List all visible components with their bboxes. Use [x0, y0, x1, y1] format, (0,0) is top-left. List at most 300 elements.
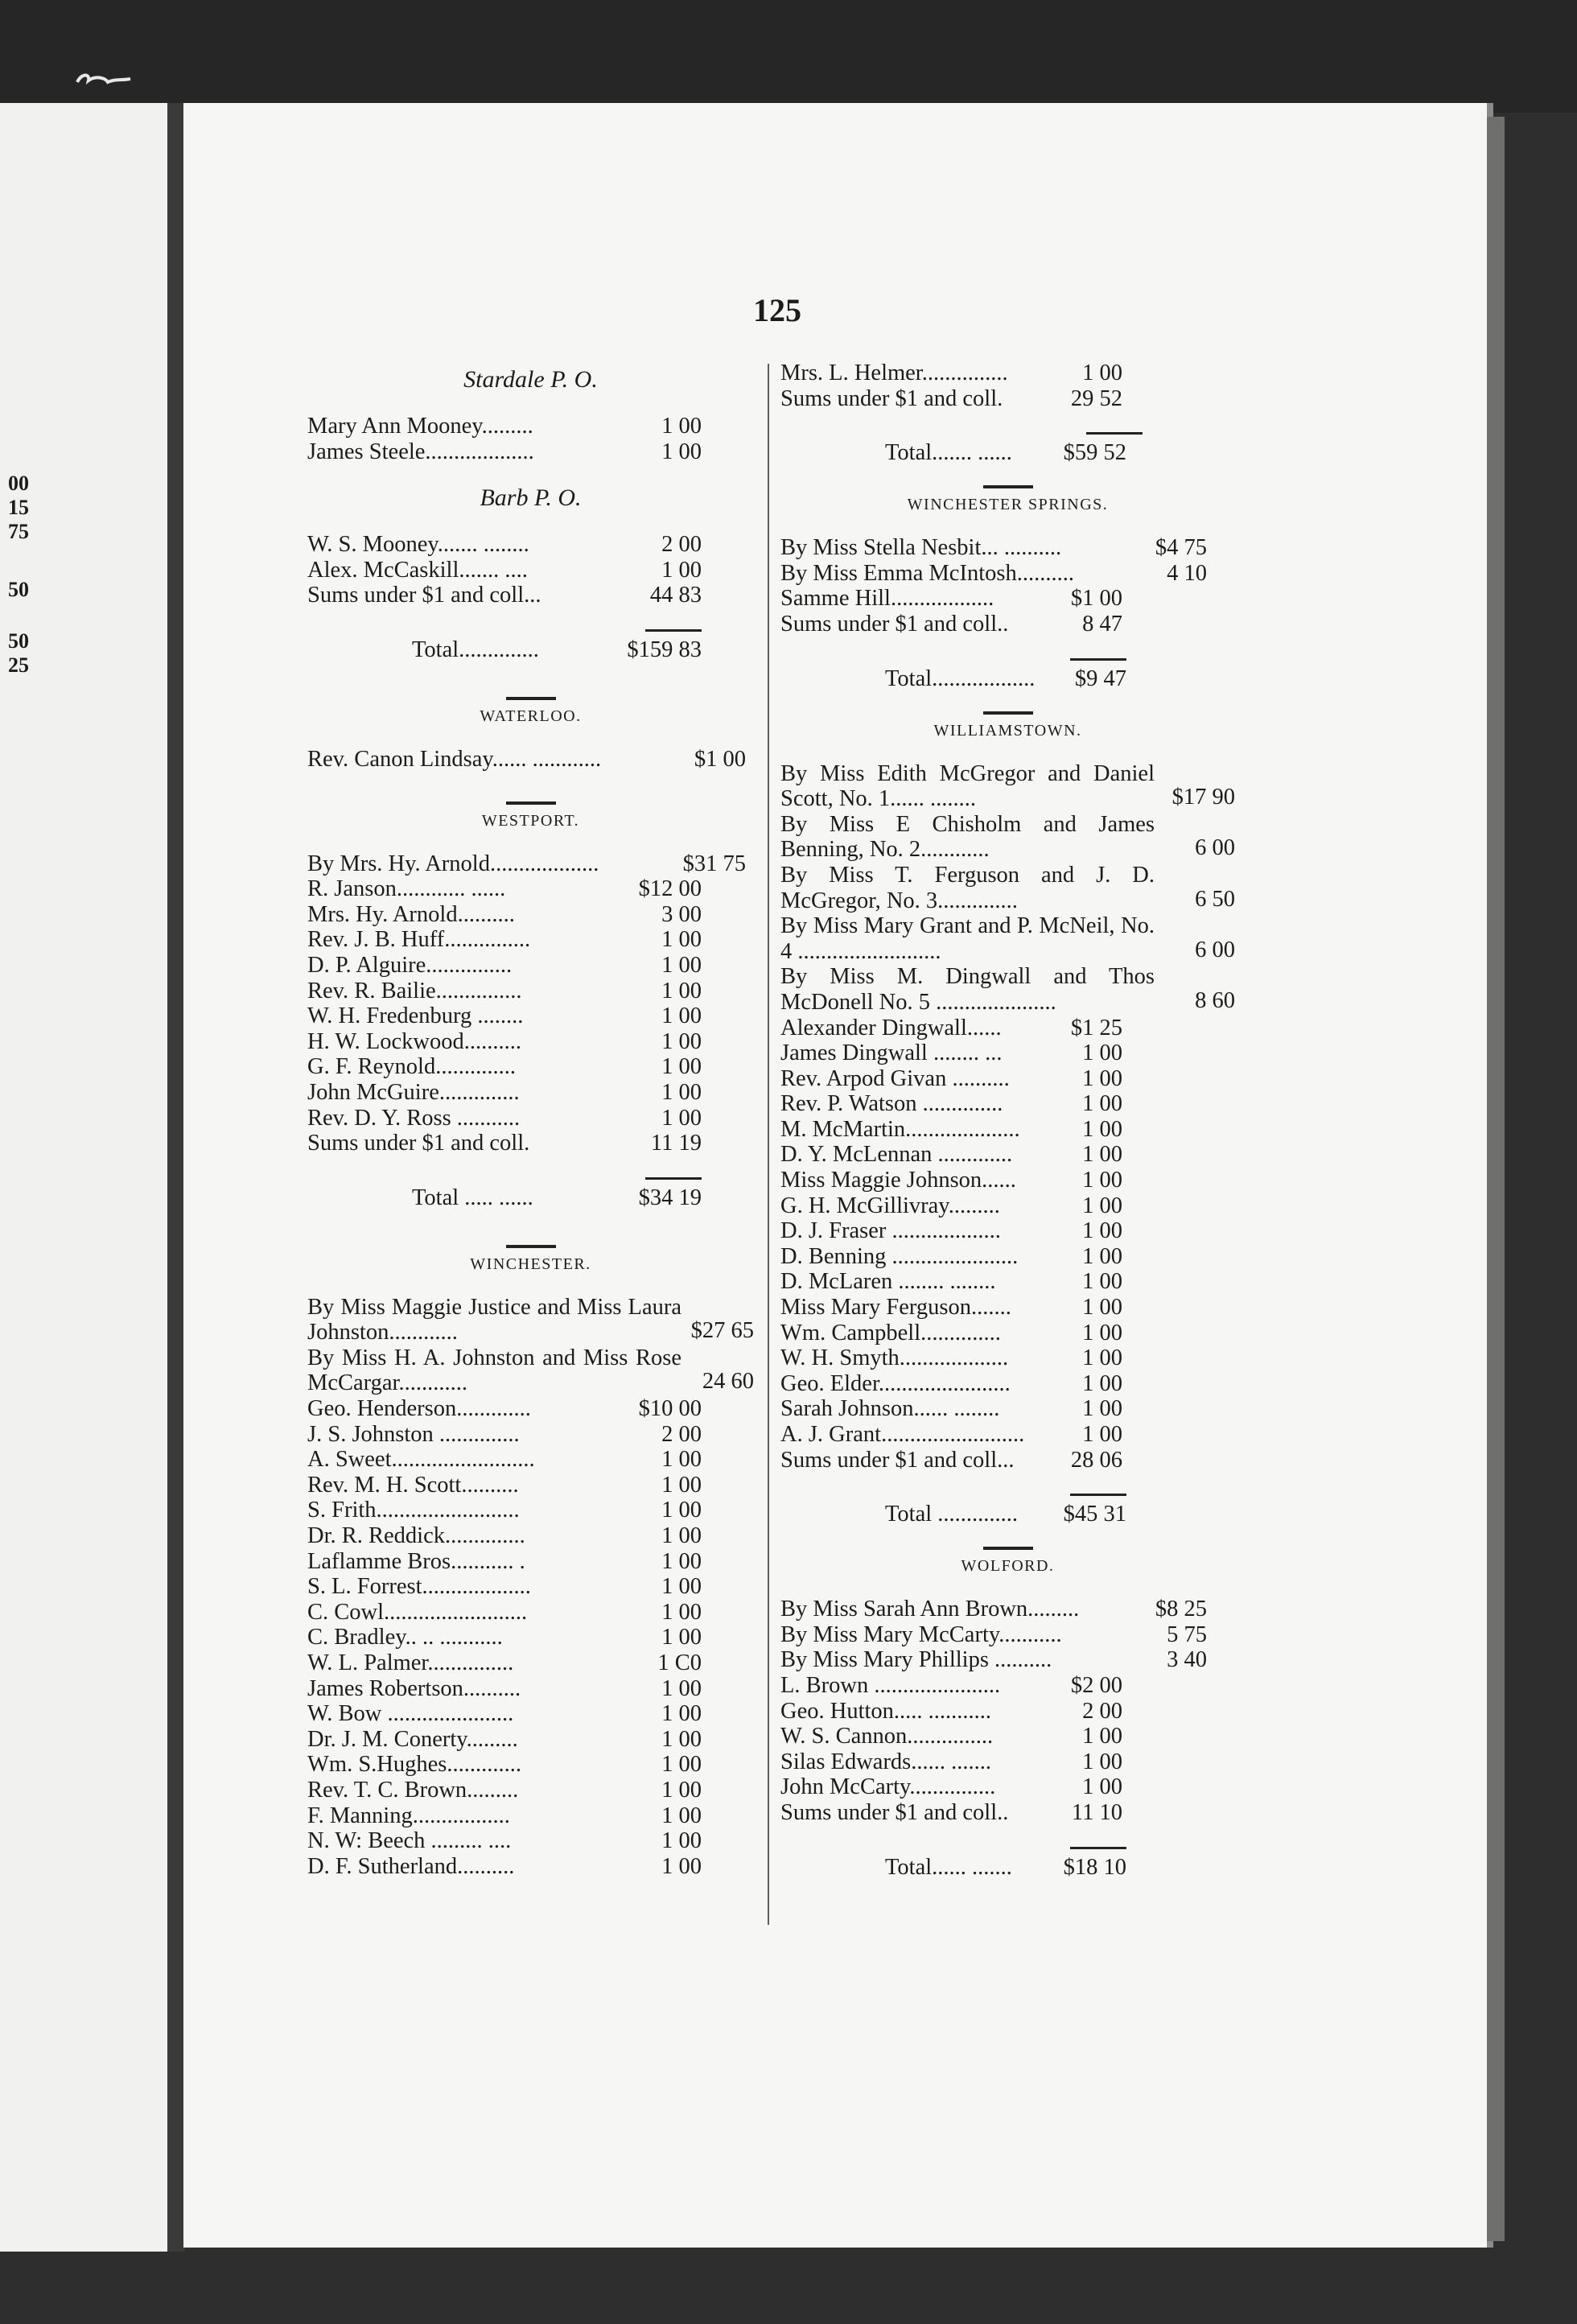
ledger-entry	[307, 953, 754, 979]
spacer	[307, 682, 754, 697]
ledger-entry	[307, 851, 754, 877]
ledger-entry	[780, 1800, 1235, 1826]
entry-name: By Miss Stella Nesbit... ..........	[780, 535, 1062, 561]
ledger-entry	[307, 1600, 754, 1626]
ledger-entry	[307, 1549, 754, 1575]
entry-amount: 6 00	[1195, 937, 1235, 962]
total-label: Total...... .......	[885, 1854, 1012, 1880]
total-label: Total ..............	[885, 1502, 1019, 1527]
section-heading: WINCHESTER.	[470, 1255, 591, 1273]
entry-amount: 1 00	[1082, 1116, 1122, 1142]
entry-amount: 1 00	[661, 927, 702, 953]
entry-amount: 1 00	[661, 1028, 702, 1054]
ledger-entry	[307, 1803, 754, 1829]
entry-name: By Miss Mary McCarty...........	[780, 1621, 1062, 1647]
spacer	[307, 732, 754, 747]
ledger-entry	[780, 1269, 1235, 1295]
entry-name: Dr. R. Reddick..............	[307, 1523, 525, 1549]
entry-name: W. S. Cannon...............	[780, 1724, 994, 1749]
ledger-entry	[780, 612, 1235, 637]
book-binding	[167, 103, 185, 2252]
entry-amount: $31 75	[682, 851, 746, 876]
entry-amount: 1 00	[661, 1523, 702, 1549]
entry-name: W. L. Palmer...............	[307, 1650, 514, 1675]
entry-name: Samme Hill..................	[780, 586, 994, 612]
ledger-entry	[307, 1080, 754, 1106]
entry-name: Wm. Campbell..............	[780, 1320, 1001, 1345]
spacer	[307, 773, 754, 787]
entry-name: John McGuire..............	[307, 1079, 520, 1105]
spacer	[780, 521, 1235, 535]
ledger-entry	[780, 1117, 1235, 1143]
entry-name: Mrs. Hy. Arnold..........	[307, 901, 515, 927]
entry-name: D. Benning ......................	[780, 1243, 1019, 1269]
ledger-entry	[780, 1699, 1235, 1724]
section-total	[780, 1850, 1235, 1885]
entry-amount: 3 40	[1167, 1647, 1207, 1673]
entry-name: Silas Edwards...... .......	[780, 1749, 992, 1774]
entry-amount: 1 00	[661, 1675, 702, 1701]
entry-amount: 1 00	[1082, 1243, 1122, 1269]
ledger-entry	[307, 1727, 754, 1753]
ledger-entry	[780, 1597, 1235, 1622]
entry-name: Rev. T. C. Brown.........	[307, 1777, 519, 1803]
ledger-entry	[307, 876, 754, 902]
entry-name: By Miss M. Dingwall and Thos McDonell No. 5 .....................	[780, 964, 1155, 1015]
ledger-entry	[307, 927, 754, 953]
facing-amount: 75	[8, 520, 29, 543]
entry-name: G. F. Reynold..............	[307, 1054, 516, 1080]
spacer	[307, 1216, 754, 1230]
facing-amount: 50	[8, 578, 29, 601]
facing-amount: 00	[8, 472, 29, 495]
column-divider	[768, 364, 769, 1925]
entry-name: Alex. McCaskill....... ....	[307, 557, 528, 583]
total-rule	[1070, 1494, 1126, 1496]
entry-name: James Steele...................	[307, 439, 534, 464]
ledger-entry	[307, 1396, 754, 1422]
entry-name: Sums under $1 and coll..	[780, 1799, 1009, 1825]
entry-name: D. J. Fraser ...................	[780, 1218, 1001, 1244]
ledger-entry	[780, 812, 1235, 863]
spacer	[307, 668, 754, 682]
ledger-entry	[780, 1724, 1235, 1749]
entry-name: S. Frith.........................	[307, 1498, 520, 1523]
entry-amount: 1 00	[1082, 1142, 1122, 1168]
section-heading: WATERLOO.	[480, 707, 582, 725]
ledger-entry	[307, 1345, 754, 1396]
entry-name: Rev. M. H. Scott..........	[307, 1472, 519, 1498]
entry-name: D. McLaren ........ ........	[780, 1269, 996, 1295]
section-heading: Barb P. O.	[480, 484, 582, 512]
entry-amount: $2 00	[1070, 1672, 1122, 1698]
ledger-entry	[780, 386, 1235, 412]
spacer	[780, 1532, 1235, 1547]
entry-name: James Robertson..........	[307, 1675, 521, 1701]
entry-amount: 1 00	[1082, 1295, 1122, 1321]
ledger-entry	[307, 979, 754, 1004]
ledger-entry	[307, 558, 754, 583]
spacer	[307, 1879, 754, 1893]
entry-amount: 1 00	[661, 1498, 702, 1523]
entry-name: M. McMartin....................	[780, 1116, 1020, 1142]
ledger-entry	[780, 1448, 1235, 1473]
entry-name: Rev. R. Bailie...............	[307, 978, 522, 1003]
ledger-entry	[780, 761, 1235, 812]
entry-amount: 1 00	[661, 1625, 702, 1650]
entry-amount: 1 00	[1082, 1320, 1122, 1345]
entry-amount: 24 60	[702, 1369, 754, 1395]
ledger-entry	[780, 1016, 1235, 1041]
entry-amount: $27 65	[690, 1318, 754, 1344]
ledger-entry	[780, 1749, 1235, 1775]
entry-amount: $8 25	[1155, 1597, 1207, 1622]
entry-name: Mrs. L. Helmer...............	[780, 361, 1008, 385]
entry-name: Geo. Elder.......................	[780, 1370, 1011, 1396]
entry-amount: $17 90	[1171, 785, 1235, 810]
ledger-entry	[307, 1498, 754, 1523]
entry-name: Wm. S.Hughes.............	[307, 1752, 521, 1778]
facing-amount: 25	[8, 653, 29, 677]
entry-amount: 5 75	[1167, 1621, 1207, 1647]
ledger-entry	[780, 1673, 1235, 1699]
entry-name: A. J. Grant.........................	[780, 1422, 1025, 1447]
entry-amount: 1 00	[661, 1803, 702, 1828]
entry-amount: $10 00	[638, 1396, 702, 1422]
section-total	[780, 1497, 1235, 1532]
spacer	[780, 637, 1235, 661]
spacer	[780, 1826, 1235, 1850]
total-amount: $45 31	[1063, 1502, 1126, 1527]
ledger-entry	[780, 561, 1235, 587]
total-label: Total....... ......	[885, 440, 1012, 466]
entry-amount: 1 00	[1082, 1396, 1122, 1422]
ledger-entry	[307, 1029, 754, 1055]
total-amount: $59 52	[1063, 440, 1126, 466]
entry-name: Rev. Canon Lindsay...... ............	[307, 746, 602, 772]
ledger-entry	[780, 1422, 1235, 1448]
ledger-entry	[780, 964, 1235, 1015]
ledger-entry	[307, 1778, 754, 1803]
entry-amount: 1 00	[1082, 1774, 1122, 1800]
ledger-entry	[307, 439, 754, 465]
section-total	[307, 633, 754, 668]
ledger-entry	[780, 1091, 1235, 1117]
entry-amount: 2 00	[1082, 1698, 1122, 1724]
ledger-entry	[307, 1650, 754, 1676]
entry-name: F. Manning.................	[307, 1803, 510, 1828]
entry-amount: 1 00	[1082, 1218, 1122, 1244]
ledger-entry	[307, 1828, 754, 1854]
entry-name: Rev. P. Watson ..............	[780, 1091, 1003, 1117]
section-total	[780, 435, 1235, 471]
entry-name: A. Sweet.........................	[307, 1447, 535, 1473]
entry-amount: 1 00	[661, 1752, 702, 1778]
entry-amount: 1 00	[1082, 1065, 1122, 1091]
ledger-entry	[307, 1625, 754, 1650]
entry-name: Mary Ann Mooney.........	[307, 414, 533, 439]
entry-amount: 1 00	[661, 1726, 702, 1752]
ledger-entry	[780, 1218, 1235, 1244]
entry-name: C. Bradley.. .. ...........	[307, 1625, 503, 1650]
entry-amount: 4 10	[1167, 560, 1207, 586]
entry-amount: $1 00	[694, 746, 746, 772]
entry-name: Geo. Henderson.............	[307, 1396, 531, 1422]
total-amount: $18 10	[1063, 1854, 1126, 1880]
section-total	[307, 1181, 754, 1216]
entry-name: Rev. Arpod Givan ..........	[780, 1065, 1010, 1091]
spacer	[780, 747, 1235, 761]
entry-amount: 6 00	[1195, 835, 1235, 861]
facing-amount: 15	[8, 496, 29, 519]
entry-amount: 1 00	[661, 1777, 702, 1803]
entry-amount: 11 19	[650, 1131, 702, 1156]
ledger-entry	[307, 1701, 754, 1727]
total-amount: $9 47	[1074, 665, 1126, 691]
entry-amount: 1 00	[661, 439, 702, 464]
facing-amount: 50	[8, 629, 29, 653]
entry-amount: 1 00	[1082, 1724, 1122, 1749]
total-rule	[1070, 1847, 1126, 1849]
ledger-entry	[780, 863, 1235, 913]
ledger-entry	[307, 1854, 754, 1880]
entry-amount: 1 00	[661, 1003, 702, 1029]
total-label: Total..................	[885, 665, 1036, 691]
entry-amount: 1 00	[661, 1105, 702, 1131]
entry-name: W. Bow ......................	[307, 1701, 514, 1727]
entry-name: James Dingwall ........ ...	[780, 1040, 1003, 1066]
page-number: 125	[753, 292, 801, 328]
spacer	[307, 787, 754, 801]
entry-amount: 1 00	[661, 1828, 702, 1854]
left-column	[307, 361, 754, 1893]
section-heading: WILLIAMSTOWN.	[933, 721, 1082, 740]
ledger-entry	[307, 1131, 754, 1156]
entry-name: By Miss Maggie Justice and Miss Laura Johnston............	[307, 1294, 681, 1345]
ledger-entry	[307, 902, 754, 928]
entry-name: By Miss T. Ferguson and J. D. McGregor, No. 3..............	[780, 862, 1155, 913]
ledger-entry	[307, 1106, 754, 1131]
entry-amount: 1 00	[661, 1574, 702, 1600]
entry-name: Sums under $1 and coll.	[307, 1131, 530, 1156]
total-rule	[645, 1177, 702, 1180]
spacer	[307, 517, 754, 532]
ledger-entry	[307, 1473, 754, 1498]
ledger-entry	[780, 535, 1235, 561]
entry-amount: 1 00	[1082, 1193, 1122, 1218]
entry-name: Geo. Hutton..... ...........	[780, 1698, 992, 1724]
spacer	[307, 1280, 754, 1295]
entry-amount: 1 00	[661, 1701, 702, 1727]
entry-amount: 1 00	[661, 1472, 702, 1498]
spacer	[307, 399, 754, 414]
entry-name: Sums under $1 and coll...	[307, 583, 541, 608]
section-heading: WOLFORD.	[961, 1557, 1055, 1576]
entry-amount: 28 06	[1070, 1447, 1122, 1473]
entry-amount: 44 83	[649, 583, 702, 608]
entry-amount: 1 C0	[657, 1650, 702, 1675]
ledger-entry	[307, 1054, 754, 1080]
pen-mark	[72, 68, 137, 90]
ledger-entry	[307, 1752, 754, 1778]
entry-name: W. H. Smyth...................	[780, 1345, 1009, 1371]
total-amount: $159 83	[627, 637, 702, 662]
ledger-entry	[780, 1622, 1235, 1648]
entry-amount: 1 00	[661, 952, 702, 978]
entry-amount: $4 75	[1155, 535, 1207, 561]
entry-amount: 1 00	[661, 1853, 702, 1879]
entry-name: By Miss Sarah Ann Brown.........	[780, 1597, 1080, 1622]
ledger-entry	[780, 913, 1235, 964]
ledger-entry	[780, 1647, 1235, 1673]
entry-name: Miss Mary Ferguson.......	[780, 1295, 1011, 1321]
total-rule	[645, 629, 702, 632]
entry-amount: 1 00	[661, 1054, 702, 1080]
entry-amount: 1 00	[661, 557, 702, 583]
total-label: Total ..... ......	[412, 1185, 533, 1210]
spacer	[780, 1582, 1235, 1597]
entry-name: By Miss Edith McGregor and Daniel Scott, No. 1...... ........	[780, 760, 1155, 812]
entry-name: W. H. Fredenburg ........	[307, 1003, 524, 1029]
spacer	[780, 411, 1235, 435]
section-total	[780, 661, 1235, 697]
entry-name: H. W. Lockwood..........	[307, 1028, 521, 1054]
entry-amount: 11 10	[1071, 1799, 1122, 1825]
entry-amount: 1 00	[661, 1548, 702, 1574]
page-edge-shadow	[1487, 117, 1505, 2241]
entry-amount: 1 00	[1082, 1168, 1122, 1193]
ledger-entry	[780, 1244, 1235, 1270]
ledger-entry	[307, 414, 754, 439]
entry-amount: 1 00	[661, 978, 702, 1003]
entry-name: By Miss Mary Phillips ..........	[780, 1647, 1052, 1673]
entry-amount: 1 00	[1082, 1370, 1122, 1396]
ledger-entry	[307, 1447, 754, 1473]
ledger-entry	[780, 1774, 1235, 1800]
entry-name: Sums under $1 and coll.	[780, 385, 1003, 411]
spacer	[780, 697, 1235, 711]
entry-amount: 1 00	[661, 1079, 702, 1105]
entry-name: D. P. Alguire...............	[307, 952, 513, 978]
spacer	[780, 471, 1235, 485]
entry-name: W. S. Mooney....... ........	[307, 532, 529, 558]
ledger-entry	[780, 1371, 1235, 1397]
entry-name: Rev. J. B. Huff...............	[307, 927, 531, 953]
spacer	[307, 837, 754, 851]
ledger-entry	[780, 1066, 1235, 1092]
section-heading: Stardale P. O.	[463, 366, 598, 393]
entry-amount: 1 00	[1082, 1040, 1122, 1066]
entry-name: By Miss Mary Grant and P. McNeil, No. 4 .........................	[780, 913, 1155, 964]
entry-name: John McCarty...............	[780, 1774, 996, 1800]
spacer	[780, 1473, 1235, 1497]
ledger-entry	[307, 583, 754, 608]
total-label: Total..............	[412, 637, 539, 662]
entry-name: Rev. D. Y. Ross ...........	[307, 1105, 521, 1131]
entry-amount: 8 47	[1082, 611, 1122, 637]
entry-amount: 1 00	[1082, 1422, 1122, 1447]
ledger-entry	[307, 1422, 754, 1448]
entry-amount: 1 00	[1082, 1091, 1122, 1117]
entry-amount: 2 00	[661, 1421, 702, 1447]
entry-amount: 1 00	[1082, 1345, 1122, 1371]
section-heading: WESTPORT.	[481, 811, 580, 830]
ledger-entry	[780, 1193, 1235, 1219]
entry-name: R. Janson............ ......	[307, 876, 506, 902]
entry-name: Dr. J. M. Conerty.........	[307, 1726, 518, 1752]
ledger-entry	[307, 1574, 754, 1600]
entry-amount: 1 00	[1082, 1269, 1122, 1295]
entry-name: S. L. Forrest...................	[307, 1574, 531, 1600]
spacer	[307, 1230, 754, 1245]
ledger-entry	[307, 1676, 754, 1702]
ledger-entry	[780, 1168, 1235, 1193]
entry-name: D. Y. McLennan .............	[780, 1142, 1013, 1168]
entry-name: Miss Maggie Johnson......	[780, 1168, 1016, 1193]
total-rule	[1086, 432, 1143, 435]
entry-amount: 3 00	[661, 901, 702, 927]
entry-amount: 29 52	[1070, 385, 1122, 411]
ledger-entry	[780, 1396, 1235, 1422]
right-column	[780, 361, 1235, 1885]
ledger-entry	[307, 747, 754, 773]
ledger-entry	[307, 1003, 754, 1029]
entry-amount: 8 60	[1195, 987, 1235, 1013]
total-rule	[1070, 658, 1126, 661]
entry-name: J. S. Johnston ..............	[307, 1421, 520, 1447]
entry-name: Alexander Dingwall......	[780, 1015, 1002, 1040]
entry-name: Sarah Johnson...... ........	[780, 1396, 1000, 1422]
entry-name: By Miss H. A. Johnston and Miss Rose McCargar............	[307, 1345, 681, 1396]
entry-name: By Miss Emma McIntosh..........	[780, 560, 1074, 586]
entry-amount: $1 25	[1070, 1015, 1122, 1040]
entry-name: C. Cowl.........................	[307, 1599, 528, 1625]
entry-name: Laflamme Bros........... .	[307, 1548, 525, 1574]
entry-name: G. H. McGillivray.........	[780, 1193, 1000, 1218]
entry-name: Sums under $1 and coll...	[780, 1447, 1015, 1473]
entry-amount: 1 00	[661, 414, 702, 439]
entry-name: N. W: Beech ......... ....	[307, 1828, 512, 1854]
ledger-entry	[780, 1345, 1235, 1371]
section-heading: WINCHESTER SPRINGS.	[907, 496, 1109, 514]
entry-name: L. Brown ......................	[780, 1672, 1001, 1698]
ledger-entry	[307, 1295, 754, 1345]
ledger-entry	[780, 1040, 1235, 1066]
entry-amount: 1 00	[661, 1447, 702, 1473]
entry-name: Sums under $1 and coll..	[780, 611, 1009, 637]
scan-background-top	[0, 0, 1577, 113]
entry-amount: 1 00	[1082, 1749, 1122, 1774]
spacer	[307, 464, 754, 479]
entry-amount: 1 00	[1082, 361, 1122, 385]
entry-name: By Mrs. Hy. Arnold...................	[307, 851, 599, 876]
total-amount: $34 19	[638, 1185, 702, 1210]
entry-amount: 6 50	[1195, 886, 1235, 912]
entry-name: By Miss E Chisholm and James Benning, No. 2............	[780, 811, 1155, 863]
ledger-entry	[780, 361, 1235, 386]
ledger-entry	[307, 532, 754, 558]
entry-amount: $12 00	[638, 876, 702, 902]
facing-page-fragment	[0, 103, 167, 2252]
ledger-entry	[780, 586, 1235, 612]
ledger-entry	[780, 1295, 1235, 1321]
ledger-entry	[780, 1321, 1235, 1346]
ledger-entry	[780, 1142, 1235, 1168]
entry-name: D. F. Sutherland..........	[307, 1853, 515, 1879]
entry-amount: 2 00	[661, 532, 702, 558]
entry-amount: 1 00	[661, 1599, 702, 1625]
ledger-entry	[307, 1523, 754, 1549]
